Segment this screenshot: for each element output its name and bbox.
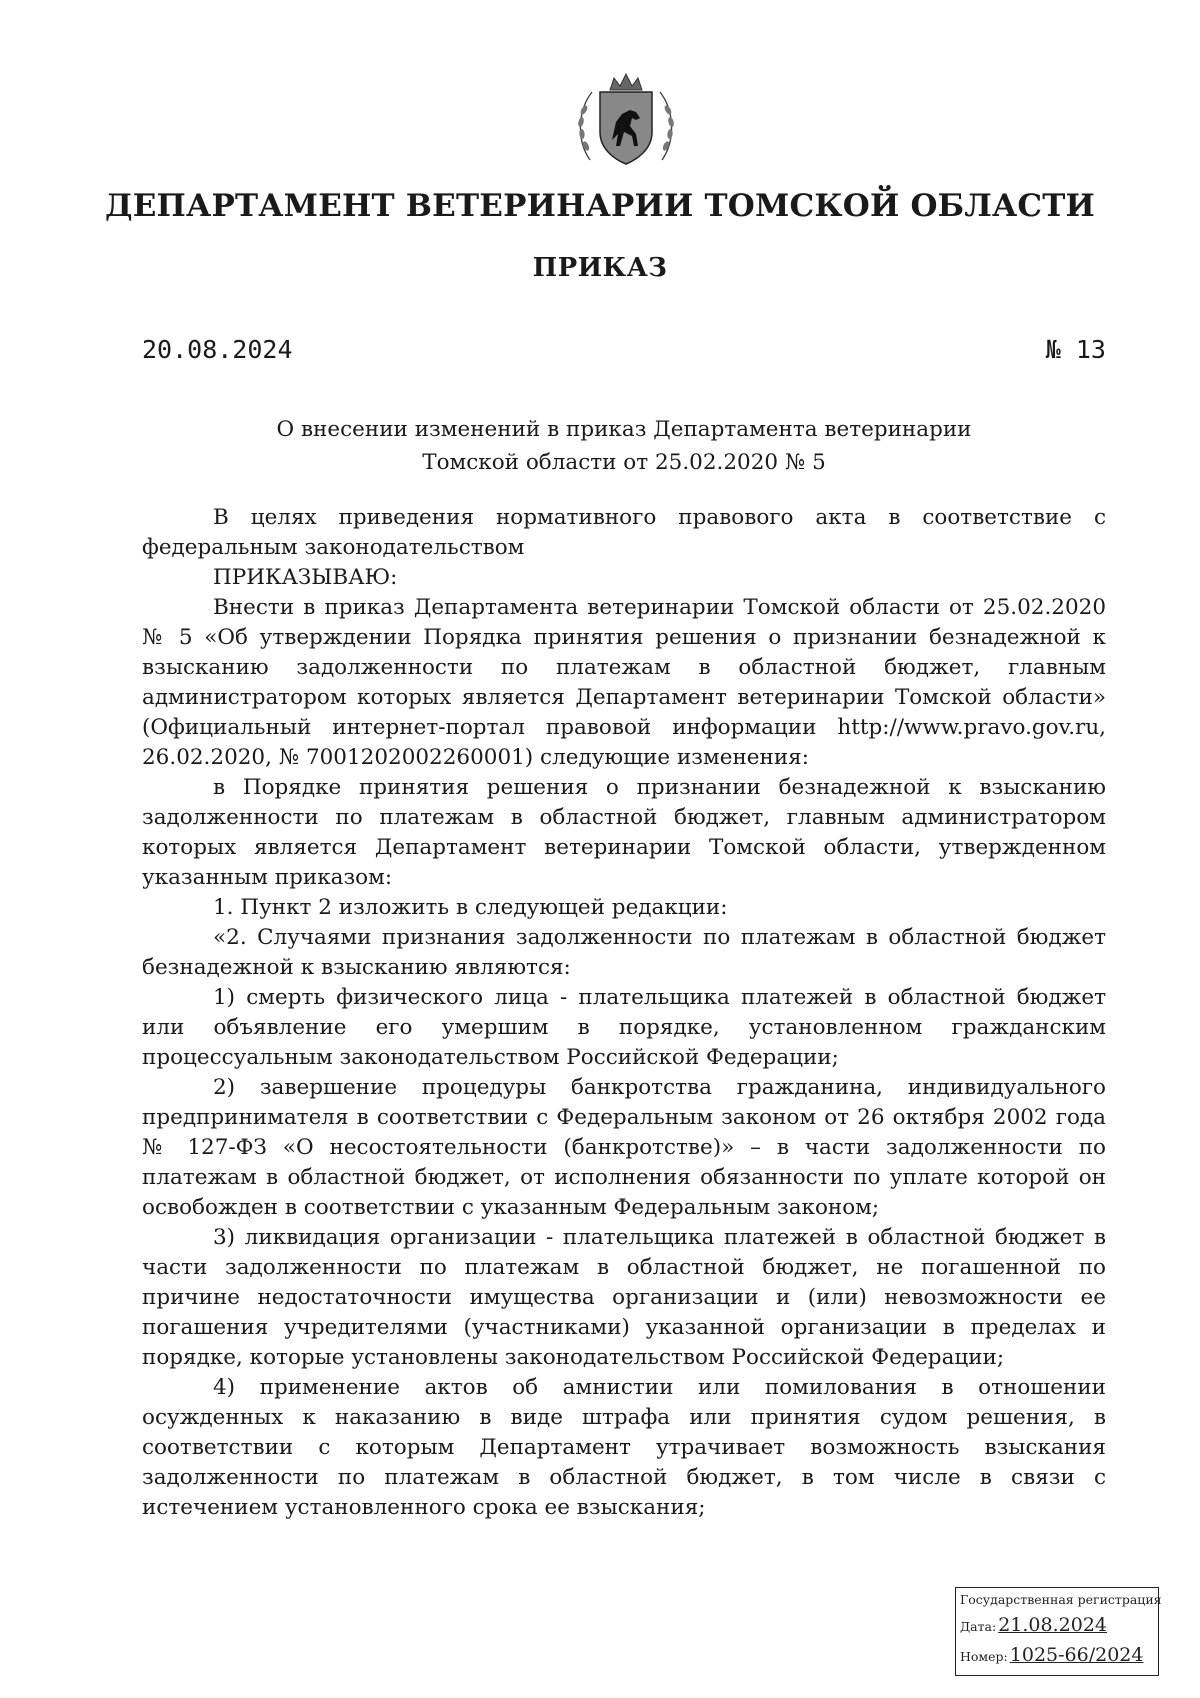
registration-date-label: Дата:: [960, 1619, 997, 1634]
order-date: 20.08.2024: [142, 335, 293, 364]
registration-title: Государственная регистрация: [960, 1592, 1162, 1607]
subject-line: Томской области от 25.02.2020 № 5: [422, 450, 826, 475]
subject-line: О внесении изменений в приказ Департамента ветеринарии: [276, 417, 972, 442]
order-directive: ПРИКАЗЫВАЮ:: [213, 565, 398, 590]
list-item: 1) смерть физического лица - плательщика платежей в областной бюджет или объявление его умершим в порядке, установленном гражданским процессуальным законодательством Российской Федерации;: [142, 985, 1106, 1070]
registration-number-row: [960, 1644, 1143, 1666]
document-type: ПРИКАЗ: [532, 253, 668, 283]
list-item: 3) ликвидация организации - плательщика платежей в областной бюджет в части задолженности по платежам в областной бюджет, не погашенной по причине недостаточности имущества организации и (или) невозможности ее погашения учредителями (участниками) указанной организации в пределах и порядке, которые установлены законодательством Российской Федерации;: [142, 1225, 1106, 1370]
registration-date-value: 21.08.2024: [998, 1614, 1107, 1636]
order-body: [142, 503, 1106, 1523]
paragraph: в Порядке принятия решения о признании безнадежной к взысканию задолженности по платежам в областной бюджет, главным администратором которых является Департамент ветеринарии Томской области, утвержденном указанным приказом:: [142, 775, 1106, 890]
list-item: 4) применение актов об амнистии или помилования в отношении осужденных к наказанию в виде штрафа или принятия судом решения, в соответствии с которым Департамент утрачивает возможность взыскания задолженности по платежам в областной бюджет, в том числе в связи с истечением установленного срока ее взыскания;: [142, 1375, 1106, 1520]
registration-number-value: 1025-66/2024: [1009, 1644, 1144, 1666]
paragraph: В целях приведения нормативного правового акта в соответствие с федеральным законодательством: [142, 505, 1106, 560]
list-item: 2) завершение процедуры банкротства гражданина, индивидуального предпринимателя в соответствии с Федеральным законом от 26 октября 2002 года № 127-ФЗ «О несостоятельности (банкротстве)» – в части задолженности по платежам в областной бюджет, от исполнения обязанности по уплате которой он освобожден в соответствии с указанным Федеральным законом;: [142, 1075, 1106, 1220]
order-number: № 13: [1045, 335, 1106, 364]
registration-stamp: [955, 1587, 1162, 1676]
coat-of-arms-icon: [570, 70, 682, 170]
paragraph: 1. Пункт 2 изложить в следующей редакции:: [213, 895, 728, 920]
organization-title: ДЕПАРТАМЕНТ ВЕТЕРИНАРИИ ТОМСКОЙ ОБЛАСТИ: [104, 188, 1096, 224]
paragraph: Внести в приказ Департамента ветеринарии Томской области от 25.02.2020 № 5 «Об утверждении Порядка принятия решения о признании безнадежной к взысканию задолженности по платежам в областной бюджет, главным администратором которых является Департамент ветеринарии Томской области» (Официальный интернет-портал правовой информации http://www.pravo.gov.ru, 26.02.2020, № 7001202002260001) следующие изменения:: [142, 595, 1106, 770]
paragraph: «2. Случаями признания задолженности по платежам в областной бюджет безнадежной к взысканию являются:: [142, 925, 1106, 980]
order-subject: [142, 413, 1106, 479]
registration-number-label: Номер:: [960, 1649, 1008, 1664]
registration-date-row: [960, 1614, 1107, 1636]
date-number-line: [142, 335, 1106, 364]
